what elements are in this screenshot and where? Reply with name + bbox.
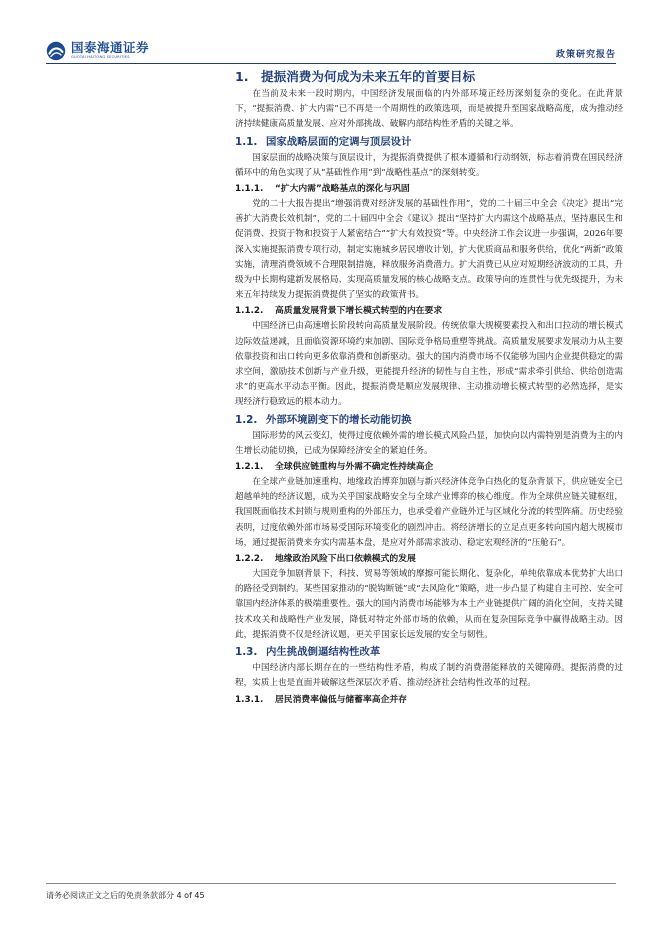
section-title: 外部环境剧变下的增长动能切换 bbox=[266, 413, 412, 426]
section-number: 1.2.2. bbox=[235, 554, 264, 565]
section-number: 1. bbox=[235, 69, 249, 84]
header-divider bbox=[46, 63, 616, 64]
section-heading-1-2-2 bbox=[235, 551, 623, 567]
section-heading-1-3 bbox=[235, 644, 623, 661]
section-heading-1-1-1 bbox=[235, 181, 623, 197]
section-title: 居民消费率偏低与储蓄率高企并存 bbox=[275, 694, 407, 705]
section-heading-1-2 bbox=[235, 412, 623, 429]
section-heading-1 bbox=[235, 67, 623, 87]
section-1-2-2-paragraph: 大国竞争加剧背景下，科技、贸易等领域的摩擦可能长期化、复杂化，单纯依靠成本优势扩大出口的路径受到制约。某些国家推动的“脱钩断链”或“去风险化”策略，进一步凸显了构建自主可控、安全可靠国内经济体系的极端重要性。强大的国内消费市场能够为本土产业链提供广阔的消化空间，支持关键技术攻关和战略性产业发展，降低对特定外部市场的依赖，从而在复杂国际竞争中赢得战略主动。因此，提振消费不仅是经济议题，更关乎国家长远发展的安全与韧性。 bbox=[235, 569, 623, 640]
section-heading-1-2-1 bbox=[235, 459, 623, 475]
logo-english-name: GUOTAI HAITONG SECURITIES bbox=[71, 55, 130, 60]
section-1-2-paragraph: 国际形势的风云变幻，使得过度依赖外需的增长模式风险凸显，加快向以内需特别是消费为主的内生增长动能切换，已成为保障经济安全的紧迫任务。 bbox=[235, 430, 623, 456]
section-number: 1.1.1. bbox=[235, 184, 264, 195]
section-title: 全球供应链重构与外需不确定性持续高企 bbox=[275, 462, 434, 473]
section-1-3-paragraph: 中国经济内部长期存在的一些结构性矛盾，构成了制约消费潜能释放的关键障碍。提振消费的过程，实质上也是直面并破解这些深层次矛盾、推动经济社会结构性改革的过程。 bbox=[235, 663, 623, 689]
logo-emblem-icon bbox=[46, 41, 66, 61]
section-number: 1.1. bbox=[235, 135, 258, 148]
section-1-1-2-paragraph: 中国经济已由高速增长阶段转向高质量发展阶段。传统依靠大规模要素投入和出口拉动的增长模式边际效益递减，且面临资源环境约束加剧、国际竞争格局重塑等挑战。高质量发展要求发展动力从主要依靠投资和出口转向更多依靠消费和创新驱动。强大的国内消费市场不仅能够为国内企业提供稳定的需求空间，激励技术创新与产业升级，更能提升经济的韧性与自主性，形成“需求牵引供给、供给创造需求”的更高水平动态平衡。因此，提振消费是顺应发展规律、主动推动增长模式转型的必然选择，是实现经济行稳致远的根本动力。 bbox=[235, 321, 623, 408]
section-heading-1-1-2 bbox=[235, 303, 623, 319]
section-title: 国家战略层面的定调与顶层设计 bbox=[266, 135, 412, 148]
section-number: 1.2. bbox=[235, 413, 258, 426]
section-heading-1-1 bbox=[235, 134, 623, 151]
section-number: 1.3. bbox=[235, 646, 258, 659]
section-1-intro-paragraph: 在当前及未来一段时期内，中国经济发展面临的内外部环境正经历深刻复杂的变化。在此背景下，“提振消费、扩大内需”已不再是一个周期性的政策选项，而是被提升至国家战略高度，成为推动经济持续健康高质量发展、应对外部挑战、破解内部结构性矛盾的关键之举。 bbox=[235, 89, 623, 130]
section-number: 1.1.2. bbox=[235, 306, 264, 317]
logo-chinese-name: 国泰海通证券 bbox=[71, 39, 150, 55]
company-logo bbox=[46, 41, 149, 61]
section-title: 地缘政治风险下出口依赖模式的发展 bbox=[275, 554, 416, 565]
section-title: 内生挑战倒逼结构性改革 bbox=[266, 646, 381, 659]
section-1-1-1-paragraph: 党的二十大报告提出“增强消费对经济发展的基础性作用”，党的二十届三中全会《决定》提出“完善扩大消费长效机制”，党的二十届四中全会《建议》提出“坚持扩大内需这个战略基点，坚持惠民生和促消费、投资于物和投资于人紧密结合”“扩大有效投资”等。中央经济工作会议进一步强调，2026年要深入实施提振消费专项行动，制定实施城乡居民增收计划，扩大优质商品和服务供给，优化“两新”政策实施，清理消费领域不合理限制措施，释放服务消费潜力。扩大消费已从应对短期经济波动的工具，升级为中长期构建新发展格局、实现高质量发展的核心战略支点。政策导向的连贯性与优先级提升，为未来五年持续发力提振消费提供了坚实的政策背书。 bbox=[235, 199, 623, 301]
section-number: 1.3.1. bbox=[235, 694, 264, 705]
footer-disclaimer: 请务必阅读正文之后的免责条款部分 4 of 45 bbox=[46, 891, 205, 900]
report-body bbox=[235, 67, 623, 708]
section-1-2-1-paragraph: 在全球产业链加速重构、地缘政治博弈加剧与新兴经济体竞争白热化的复杂背景下，供应链安全已超越单纯的经济议题，成为关乎国家战略安全与全球产业博弈的核心维度。作为全球供应链关键枢纽，我国既面临技术封锁与规则重构的外部压力，也承受着产业链外迁与区域化分流的转型阵痛。历史经验表明，过度依赖外部市场易受国际环境变化的剧烈冲击。将经济增长的立足点更多转向国内超大规模市场，通过提振消费来夯实内需基本盘，是应对外部需求波动、稳定宏观经济的“压舱石”。 bbox=[235, 477, 623, 548]
section-title: 高质量发展背景下增长模式转型的内在要求 bbox=[275, 306, 443, 317]
section-number: 1.2.1. bbox=[235, 462, 264, 473]
section-title: “扩大内需”战略基点的深化与巩固 bbox=[275, 184, 410, 195]
section-1-1-paragraph: 国家层面的战略决策与顶层设计，为提振消费提供了根本遵循和行动纲领，标志着消费在国民经济循环中的角色实现了从“基础性作用”到“战略性基点”的深刻转变。 bbox=[235, 152, 623, 178]
report-type-label: 政策研究报告 bbox=[555, 50, 616, 60]
section-title: 提振消费为何成为未来五年的首要目标 bbox=[261, 69, 476, 84]
section-heading-1-3-1 bbox=[235, 692, 623, 708]
footer-divider bbox=[46, 883, 616, 884]
